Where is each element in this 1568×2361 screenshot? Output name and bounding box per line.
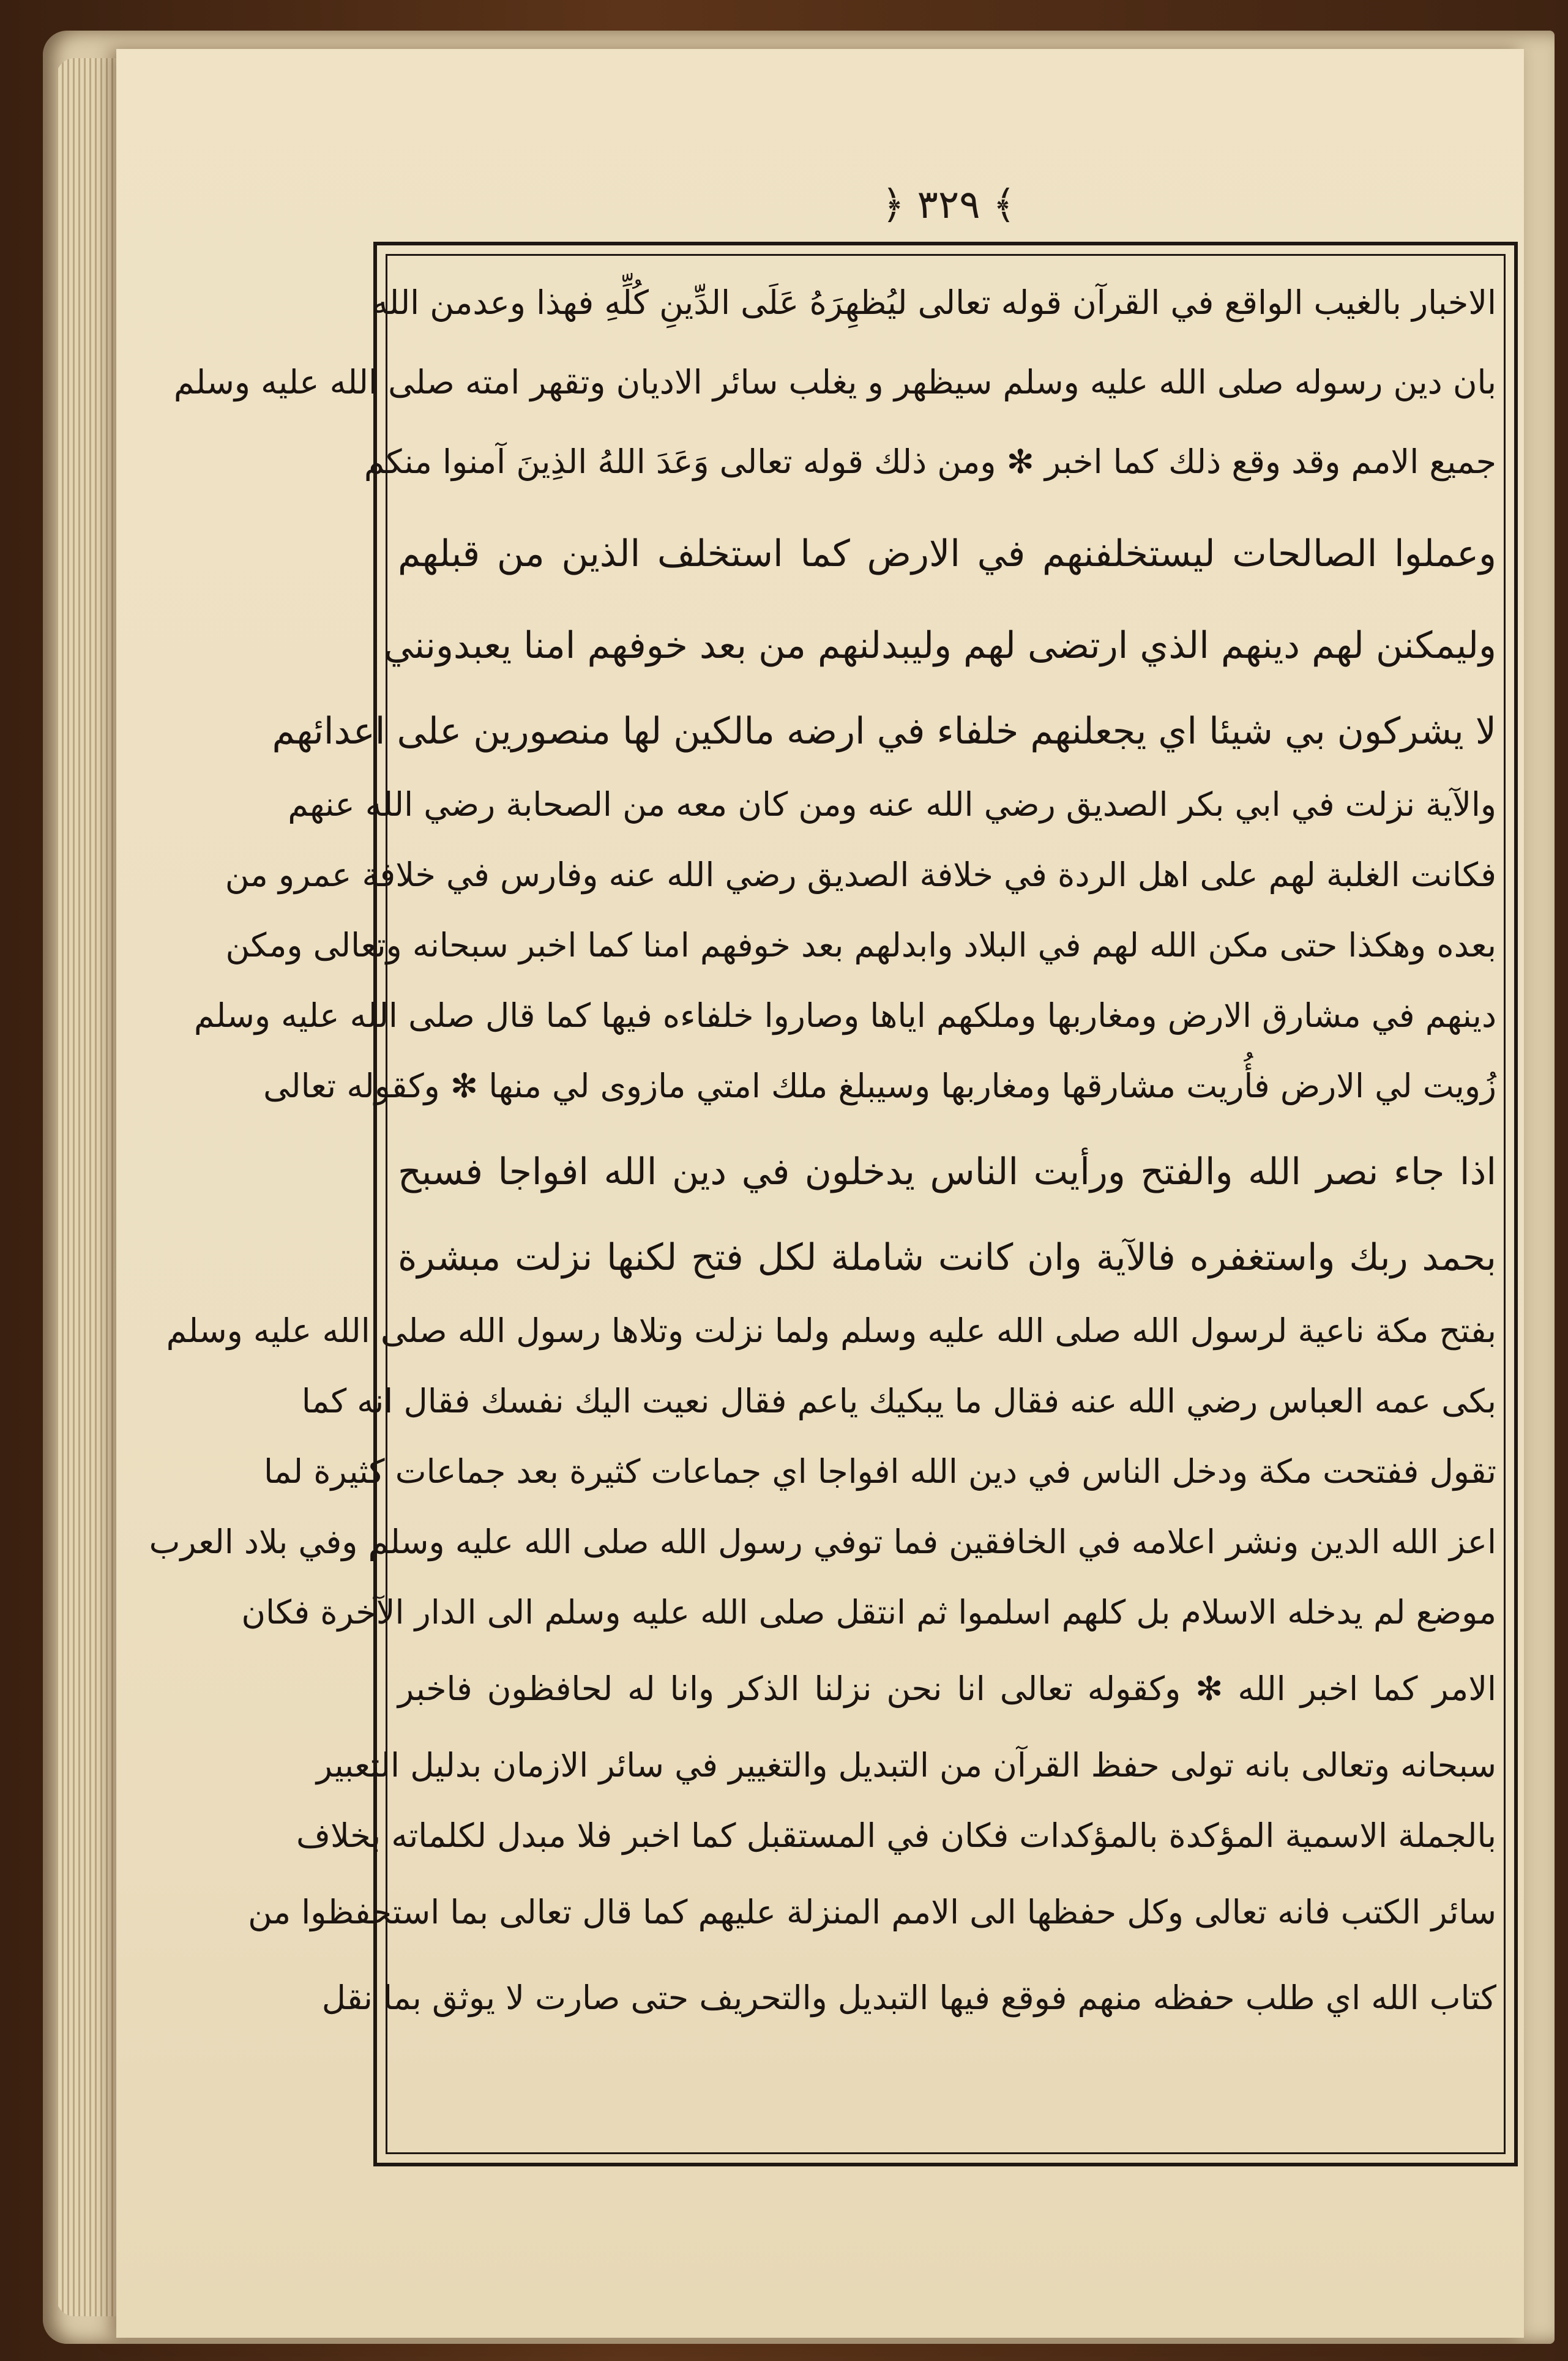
text-line-7: والآية نزلت في ابي بكر الصديق رضي الله عنه ومن كان معه من الصحابة رضي الله عنهم xyxy=(288,785,1496,824)
main-text-block xyxy=(149,269,1496,2148)
text-line-3: جميع الامم وقد وقع ذلك كما اخبر ✻ ومن ذلك قوله تعالى وَعَدَ اللهُ الذِينَ آمنوا منكم xyxy=(364,442,1496,481)
page-edges xyxy=(56,58,124,2316)
text-line-9: بعده وهكذا حتى مكن الله لهم في البلاد وابدلهم بعد خوفهم امنا كما اخبر سبحانه وتعالى ومكن xyxy=(225,926,1496,964)
text-line-5: وليمكنن لهم دينهم الذي ارتضى لهم وليبدلنهم من بعد خوفهم امنا يعبدونني xyxy=(384,624,1496,667)
text-line-20: سبحانه وتعالى بانه تولى حفظ القرآن من التبديل والتغيير في سائر الازمان بدليل التعبير xyxy=(316,1746,1496,1785)
text-line-8: فكانت الغلبة لهم على اهل الردة في خلافة الصديق رضي الله عنه وفارس في خلافة عمرو من xyxy=(225,856,1496,894)
text-line-23: كتاب الله اي طلب حفظه منهم فوقع فيها التبديل والتحريف حتى صارت لا يوثق بما نقل xyxy=(321,1979,1496,2017)
text-line-18: موضع لم يدخله الاسلام بل كلهم اسلموا ثم انتقل صلى الله عليه وسلم الى الدار الآخرة فكان xyxy=(241,1593,1496,1632)
text-line-6: لا يشركون بي شيئا اي يجعلنهم خلفاء في ارضه مالكين لها منصورين على اعدائهم xyxy=(272,710,1496,753)
text-line-10: دينهم في مشارق الارض ومغاربها وملكهم اياها وصاروا خلفاءه فيها كما قال صلى الله عليه وسلم xyxy=(193,996,1496,1035)
text-line-14: بفتح مكة ناعية لرسول الله صلى الله عليه وسلم ولما نزلت وتلاها رسول الله صلى الله عليه وسلم xyxy=(166,1311,1496,1350)
text-line-21: بالجملة الاسمية المؤكدة بالمؤكدات فكان في المستقبل كما اخبر فلا مبدل لكلماته بخلاف xyxy=(296,1816,1496,1855)
text-line-1: الاخبار بالغيب الواقع في القرآن قوله تعالى ليُظهِرَهُ عَلَى الدِّينِ كُلِّهِ فهذا وعدمن الله xyxy=(371,283,1496,322)
text-line-15: بكى عمه العباس رضي الله عنه فقال ما يبكيك ياعم فقال نعيت اليك نفسك فقال انه كما xyxy=(301,1382,1496,1420)
text-line-4: وعملوا الصالحات ليستخلفنهم في الارض كما استخلف الذين من قبلهم xyxy=(398,532,1496,575)
text-line-11: زُويت لي الارض فأُريت مشارقها ومغاربها وسيبلغ ملك امتي مازوى لي منها ✻ وكقوله تعالى xyxy=(263,1067,1496,1105)
text-line-19: الامر كما اخبر الله ✻ وكقوله تعالى انا نحن نزلنا الذكر وانا له لحافظون فاخبر xyxy=(398,1669,1496,1708)
text-line-17: اعز الله الدين ونشر اعلامه في الخافقين فما توفي رسول الله صلى الله عليه وسلم وفي بلاد العرب xyxy=(149,1523,1496,1561)
text-line-22: سائر الكتب فانه تعالى وكل حفظها الى الامم المنزلة عليهم كما قال تعالى بما استحفظوا من xyxy=(248,1893,1496,1931)
page-number: ﴿ ٣٢٩ ﴾ xyxy=(881,182,1016,228)
text-line-13: بحمد ربك واستغفره فالآية وان كانت شاملة لكل فتح لكنها نزلت مبشرة xyxy=(398,1236,1496,1279)
text-line-12: اذا جاء نصر الله والفتح ورأيت الناس يدخلون في دين الله افواجا فسبح xyxy=(398,1151,1496,1193)
text-line-2: بان دين رسوله صلى الله عليه وسلم سيظهر و يغلب سائر الاديان وتقهر امته صلى الله عليه وسلم xyxy=(173,363,1496,401)
text-line-16: تقول ففتحت مكة ودخل الناس في دين الله افواجا اي جماعات كثيرة بعد جماعات كثيرة لما xyxy=(263,1452,1496,1491)
